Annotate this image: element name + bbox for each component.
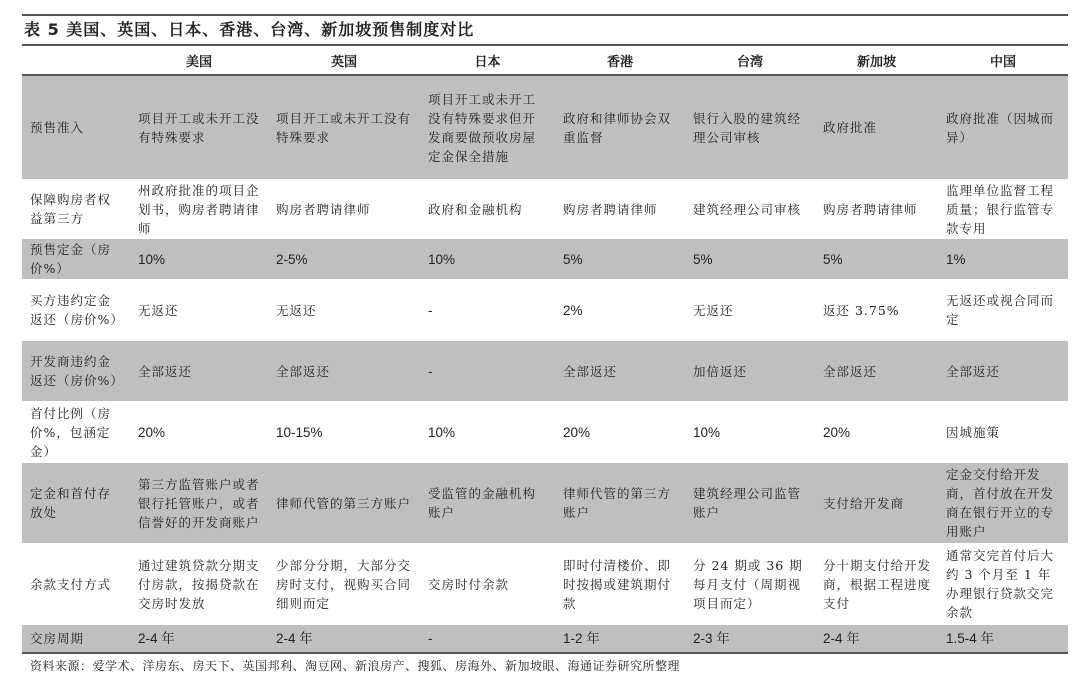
table-cell: 10%	[420, 239, 555, 279]
table-row	[22, 463, 1068, 543]
table-cell: 全部返还	[815, 341, 938, 401]
table-cell: 返还 3.75%	[823, 302, 900, 318]
table-row	[22, 543, 1068, 625]
table-cell: 5%	[555, 239, 685, 279]
table-cell: 通过建筑贷款分期支付房款，按揭贷款在交房时发放	[138, 557, 260, 611]
table-row	[22, 341, 1068, 401]
table-cell: 第三方监管账户或者银行托管账户，或者信誉好的开发商账户	[130, 463, 268, 543]
table-cell: 全部返还	[555, 341, 685, 401]
table-cell: 1-2 年	[555, 625, 685, 653]
table-cell: -	[428, 302, 433, 318]
table-cell: 少部分分期，大部分交房时支付，视购买合同细则而定	[276, 557, 412, 611]
table-cell: 购房者聘请律师	[563, 201, 658, 217]
table-cell: 2-3 年	[685, 625, 815, 653]
column-header: 香港	[555, 45, 685, 75]
table-row	[22, 401, 1068, 463]
table-cell: 购房者聘请律师	[823, 201, 918, 217]
table-cell: 1.5-4 年	[938, 625, 1068, 653]
table-cell: 购房者聘请律师	[276, 201, 371, 217]
table-row	[22, 625, 1068, 653]
table-cell: 政府和律师协会双重监督	[555, 75, 685, 179]
table-cell: 政府和金融机构	[428, 201, 523, 217]
column-header: 中国	[938, 45, 1068, 75]
table-cell: 10%	[428, 424, 456, 440]
row-label: 保障购房者权益第三方	[30, 192, 112, 226]
table-row	[22, 279, 1068, 341]
table-cell: 因城施策	[946, 424, 1001, 440]
table-cell: 政府批准	[815, 75, 938, 179]
row-label: 定金和首付存放处	[22, 463, 130, 543]
table-cell: 无返还	[138, 302, 179, 318]
table-cell: 2-4 年	[268, 625, 420, 653]
table-cell: 通常交完首付后大约 3 个月至 1 年办理银行贷款交完余款	[946, 548, 1055, 620]
table-title: 表 5 美国、英国、日本、香港、台湾、新加坡预售制度对比	[24, 20, 475, 39]
table-cell: 无返还	[693, 302, 734, 318]
table-cell: 即时付清楼价、即时按揭或建筑期付款	[563, 557, 672, 611]
table-cell: 项目开工或未开工没有特殊要求但开发商要做预收房屋定金保全措施	[420, 75, 555, 179]
table-cell: 律师代管的第三方账户	[268, 463, 420, 543]
table-cell: 20%	[823, 424, 851, 440]
table-cell: 受监管的金融机构账户	[420, 463, 555, 543]
table-cell: 2%	[563, 302, 583, 318]
source-note: 资料来源：爱学术、洋房东、房天下、英国邦利、淘豆网、新浪房产、搜狐、房海外、新加坡眼、海通证券研究所整理	[30, 659, 681, 673]
table-row	[22, 75, 1068, 179]
table-cell: 监理单位监督工程质量；银行监管专款专用	[946, 182, 1055, 236]
table-cell: 无返还或视合同而定	[946, 293, 1055, 327]
column-header: 日本	[420, 45, 555, 75]
table-cell: 政府批准（因城而异）	[938, 75, 1068, 179]
table-cell: 全部返还	[938, 341, 1068, 401]
comparison-table	[22, 44, 1068, 654]
row-label: 预售准入	[22, 75, 130, 179]
table-cell: -	[420, 341, 555, 401]
column-header	[22, 45, 130, 75]
table-row	[22, 239, 1068, 279]
table-cell: 银行入股的建筑经理公司审核	[685, 75, 815, 179]
column-header: 英国	[268, 45, 420, 75]
table-cell: 2-4 年	[815, 625, 938, 653]
row-label: 交房周期	[22, 625, 130, 653]
table-cell: 定金交付给开发商，首付放在开发商在银行开立的专用账户	[938, 463, 1068, 543]
table-cell: 项目开工或未开工没有特殊要求	[130, 75, 268, 179]
table-cell: 5%	[685, 239, 815, 279]
table-cell: 无返还	[276, 302, 317, 318]
table-cell: 10-15%	[276, 424, 323, 440]
table-cell: 全部返还	[130, 341, 268, 401]
row-label: 预售定金（房价%）	[22, 239, 130, 279]
table-cell: 2-4 年	[130, 625, 268, 653]
table-row	[22, 179, 1068, 239]
table-cell: 律师代管的第三方账户	[555, 463, 685, 543]
table-cell: 5%	[815, 239, 938, 279]
row-label: 余款支付方式	[30, 576, 112, 592]
table-cell: 20%	[138, 424, 166, 440]
table-cell: 加倍返还	[685, 341, 815, 401]
table-cell: 10%	[130, 239, 268, 279]
table-cell: 分 24 期或 36 期每月支付（周期视项目而定）	[693, 557, 803, 611]
table-cell: -	[420, 625, 555, 653]
table-cell: 建筑经理公司监管账户	[685, 463, 815, 543]
table-cell: 分十期支付给开发商，根据工程进度支付	[823, 557, 932, 611]
row-label: 首付比例（房价%，包涵定金）	[30, 405, 112, 459]
column-header: 新加坡	[815, 45, 938, 75]
table-cell: 2-5%	[268, 239, 420, 279]
row-label: 买方违约定金返还（房价%）	[30, 293, 124, 327]
table-cell: 州政府批准的项目企划书，购房者聘请律师	[138, 182, 260, 236]
table-cell: 全部返还	[268, 341, 420, 401]
table-cell: 1%	[938, 239, 1068, 279]
table-cell: 10%	[693, 424, 721, 440]
table-cell: 20%	[563, 424, 591, 440]
table-figure	[22, 14, 1068, 674]
table-cell: 建筑经理公司审核	[693, 201, 802, 217]
column-header: 美国	[130, 45, 268, 75]
row-label: 开发商违约金返还（房价%）	[22, 341, 130, 401]
table-cell: 交房时付余款	[428, 576, 510, 592]
column-header: 台湾	[685, 45, 815, 75]
table-cell: 项目开工或未开工没有特殊要求	[268, 75, 420, 179]
table-cell: 支付给开发商	[815, 463, 938, 543]
header-row	[22, 45, 1068, 75]
